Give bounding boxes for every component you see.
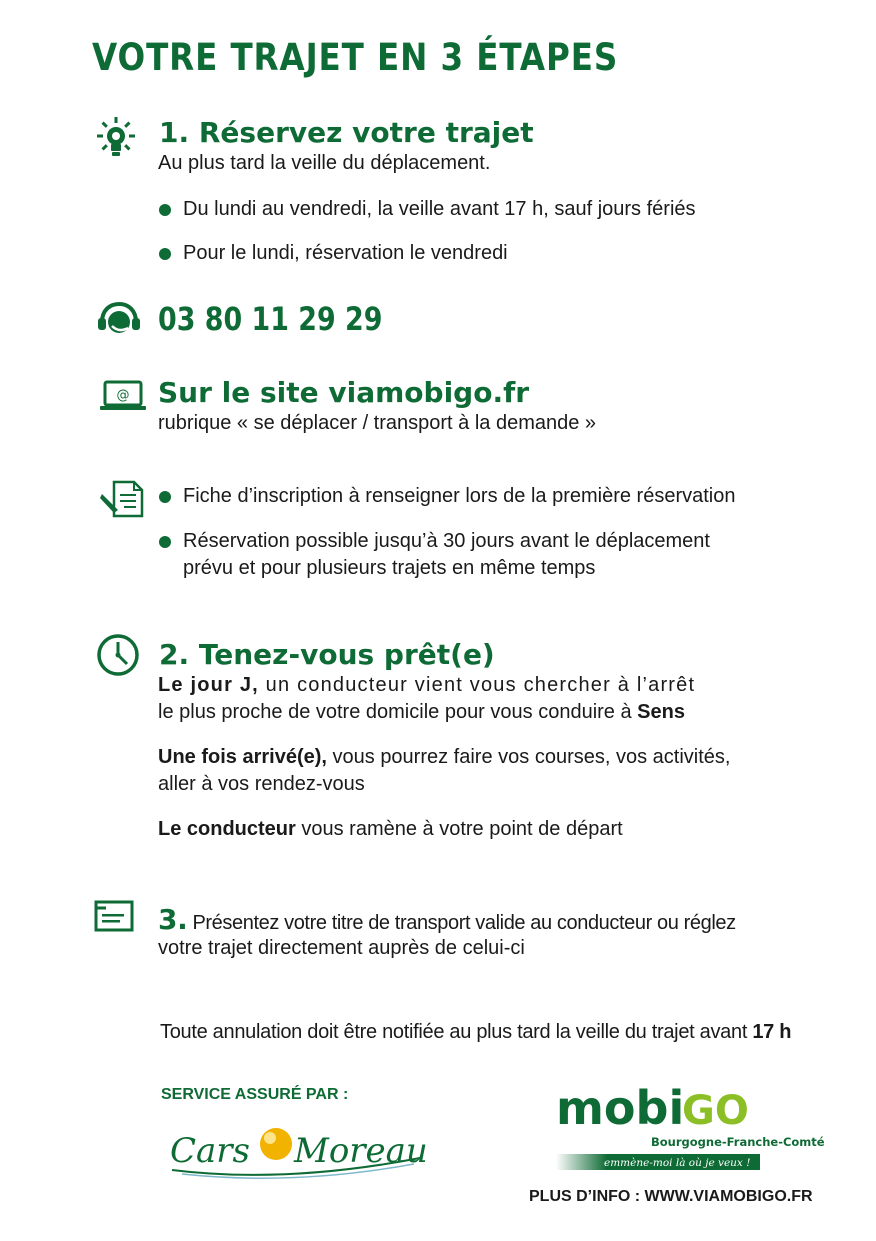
svg-text:Cars: Cars [170, 1131, 250, 1171]
web-heading[interactable]: Sur le site viamobigo.fr [158, 376, 530, 409]
step1-bullet-2: Pour le lundi, réservation le vendredi [183, 242, 508, 264]
step2-para1-bold: Le jour J, [158, 674, 259, 696]
step2-para3-text: vous ramène à votre point de départ [295, 818, 623, 840]
laptop-icon [100, 380, 146, 417]
form-bullet-2: Réservation possible jusqu’à 30 jours avant le déplacement [183, 530, 710, 552]
step3-text-line2: votre trajet directement auprès de celui-ci [158, 937, 525, 959]
clock-icon [96, 633, 140, 682]
step2-para2-line2: aller à vos rendez-vous [158, 773, 365, 795]
service-label: SERVICE ASSURÉ PAR : [161, 1086, 349, 1103]
headset-icon [98, 302, 140, 341]
bullet-dot [159, 536, 171, 548]
step2-para2-text: vous pourrez faire vos courses, vos activités, [326, 746, 731, 768]
step3-number: 3. [158, 903, 188, 936]
step2-heading: 2. Tenez-vous prêt(e) [159, 638, 495, 671]
mobigo-logo [556, 1078, 825, 1179]
cancellation-notice [160, 1019, 791, 1046]
more-info-link[interactable]: PLUS D’INFO : WWW.VIAMOBIGO.FR [529, 1188, 813, 1205]
step2-para3-bold: Le conducteur [158, 818, 296, 840]
step3-text: Présentez votre titre de transport valide au conducteur ou réglez [187, 912, 736, 934]
web-subtext: rubrique « se déplacer / transport à la demande » [158, 412, 597, 434]
page-title: VOTRE TRAJET EN 3 ÉTAPES [92, 36, 619, 79]
bullet-dot [159, 491, 171, 503]
step2-para2-bold: Une fois arrivé(e), [158, 746, 327, 768]
step3-text-line1 [158, 903, 736, 937]
step1-bullet-1: Du lundi au vendredi, la veille avant 17 h, sauf jours fériés [183, 198, 696, 220]
step1-heading: 1. Réservez votre trajet [159, 116, 534, 149]
cancellation-time: 17 h [752, 1021, 792, 1043]
lightbulb-icon [94, 116, 138, 167]
svg-text:Bourgogne-Franche-Comté: Bourgogne-Franche-Comté [651, 1135, 825, 1149]
svg-text:GO: GO [682, 1088, 749, 1134]
phone-number[interactable]: 03 80 11 29 29 [158, 300, 383, 338]
step2-para2-line1 [158, 744, 730, 771]
step2-para1-line2 [158, 699, 685, 726]
svg-text:emmène-moi là où je veux !: emmène-moi là où je veux ! [604, 1157, 751, 1169]
step2-para1-line1 [158, 672, 695, 699]
cars-moreau-logo [164, 1118, 426, 1187]
ticket-icon [94, 900, 134, 937]
step1-subtext: Au plus tard la veille du déplacement. [158, 152, 491, 174]
svg-text:Moreau: Moreau [294, 1131, 428, 1171]
step2-para3 [158, 816, 623, 843]
step2-para1-text2: le plus proche de votre domicile pour vous conduire à [158, 701, 638, 723]
bullet-dot [159, 204, 171, 216]
svg-text:@: @ [116, 388, 130, 403]
step2-para1-bold2: Sens [637, 701, 685, 723]
form-pen-icon [100, 480, 144, 523]
form-bullet-1: Fiche d’inscription à renseigner lors de la première réservation [183, 485, 736, 507]
step2-para1-text: un conducteur vient vous chercher à l’arrêt [258, 674, 696, 696]
svg-text:mobi: mobi [556, 1081, 685, 1135]
cancellation-text: Toute annulation doit être notifiée au plus tard la veille du trajet avant [160, 1021, 753, 1043]
form-bullet-2-cont: prévu et pour plusieurs trajets en même temps [183, 557, 596, 579]
bullet-dot [159, 248, 171, 260]
